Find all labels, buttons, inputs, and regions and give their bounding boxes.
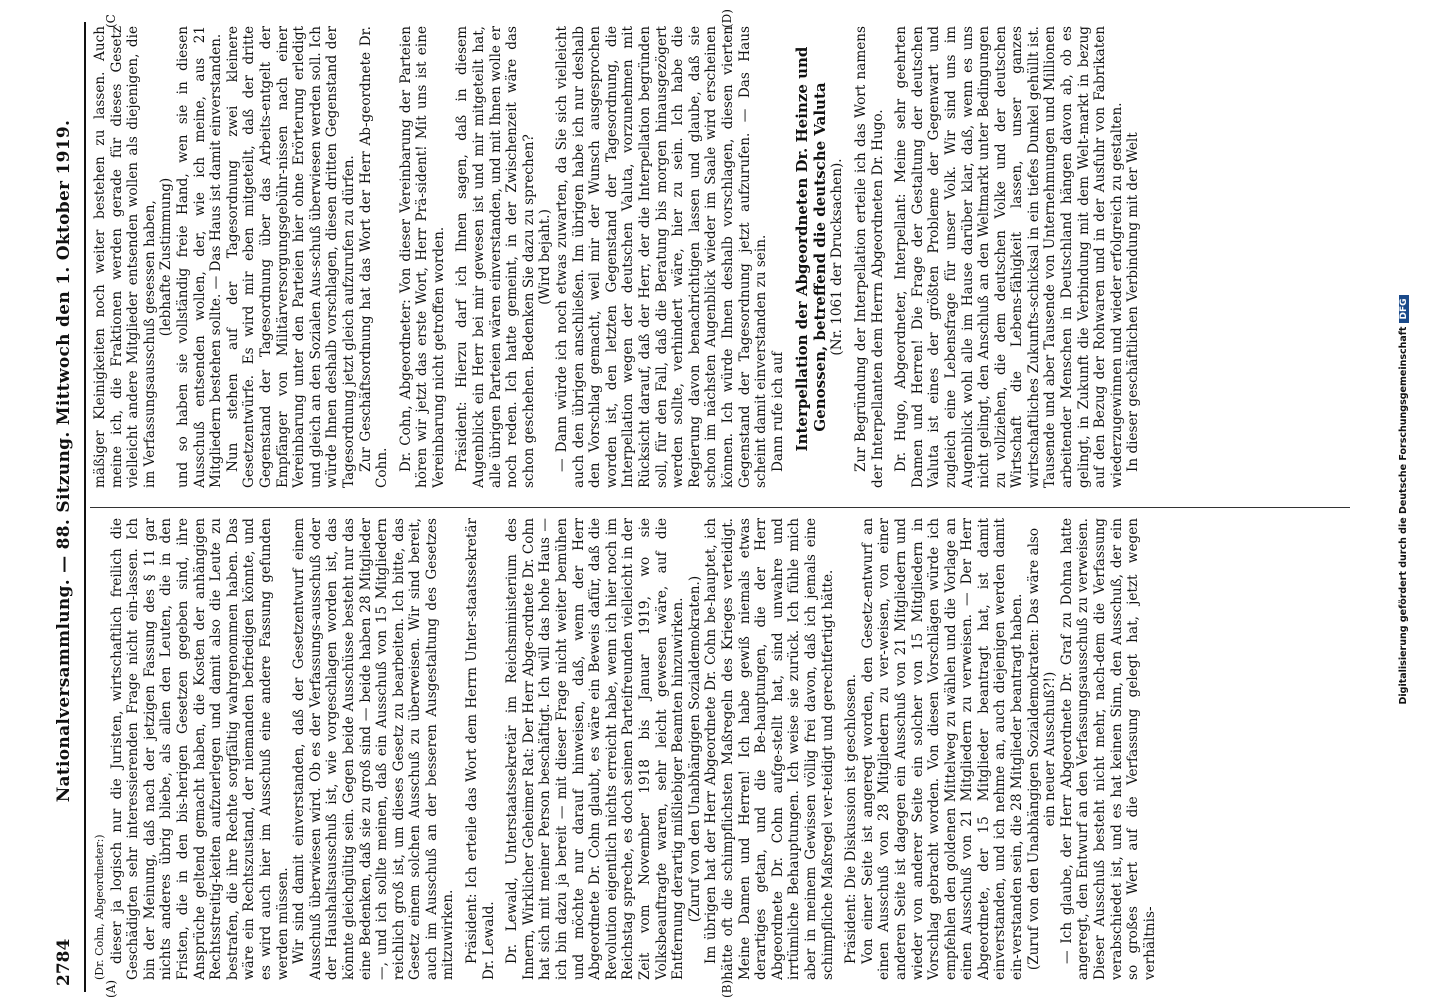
interjection: (lebhafte Zustimmung) [158, 177, 175, 337]
paragraph: Zur Geschäftsordnung hat das Wort der Herr Ab-geordnete Dr. Cohn. [357, 26, 391, 488]
margin-marker-b: (B) [720, 979, 734, 998]
paragraph: Präsident: Die Diskussion ist geschlossen. [843, 673, 860, 964]
interjection: (Zuruf von den Unabhängigen Sozialdemokraten.) [686, 575, 703, 923]
dfg-logo: DFG [1399, 296, 1409, 323]
left-text-column [92, 518, 1352, 980]
paragraph: Präsident: Ich erteile das Wort dem Herrn Unter-staatssekretär Dr. Lewald. [464, 518, 497, 980]
paragraph: In dieser geschäftlichen Verbindung mit der Welt [1125, 132, 1142, 472]
margin-marker-c: (C [104, 14, 118, 28]
paragraph: Zur Begründung der Interpellation erteile ich das Wort namens der Interpellanten dem Herrn Abgeordneten Dr. Hugo. [852, 26, 886, 488]
paragraph: Dr. Hugo, Abgeordneter, Interpellant: Meine sehr geehrten Damen und Herren! Die Frage der Gestaltung der deutschen Valuta ist eines der größten Probleme der Gegenwart und zugleich eine Lebensfrage für unser Volk. Wir sind uns im Augenblick wohl alle im Hause darüber klar, daß, wenn es uns nicht gelingt, den Anschluß an den Weltmarkt unter Bedingungen zu vollziehen, die dem deutschen Volke und der deutschen Wirtschaft die Lebens-fähigkeit lassen, unser ganzes wirtschaftliches Zukunfts-schicksal in ein tiefes Dunkel gehüllt ist. Tausende und aber Tausende von Unternehmungen und Millionen arbeitender Menschen in Deutschland hängen davon ab, ob es gelingt, in Zukunft die Verbindung mit dem Welt-markt in bezug auf den Bezug der Rohwaren und in der Ausfuhr von Fabrikaten wiederzugewinnen und wieder erfolgreich zu gestalten. [893, 26, 1125, 488]
paragraph: Wir sind damit einverstanden, daß der Gesetzentwurf einem Ausschuß überwiesen wird. Ob es der Verfassungs-ausschuß oder der Haushaltsausschuß ist, wie vorgeschlagen worden ist, das könnte gleichgültig sein. Gegen beide Ausschüsse besteht nur das eine Bedenken, daß sie zu groß sind — beide haben 28 Mitglieder —, und ich sollte meinen, daß ein Ausschuß von 15 Mitgliedern reichlich groß ist, um dieses Gesetz zu bearbeiten. Ich bitte, das Gesetz einem solchen Ausschuß zu überweisen. Wir sind bereit, auch im Ausschuß an der besseren Ausgestaltung des Gesetzes mitzuwirken. [291, 518, 457, 980]
paragraph: und so haben sie vollständig freie Hand, wen sie in diesen Ausschuß entsenden wollen, der, wie ich meine, aus 21 Mitgliedern bestehen sollte. — Das Haus ist damit einverstanden. [174, 26, 225, 488]
interpellation-reference: (Nr. 1061 der Drucksachen). [829, 158, 846, 356]
interpellation-title: Interpellation der Abgeordneten Dr. Heinze und Genossen, betreffend die deutsche Valuta [793, 46, 830, 452]
header-rule [84, 22, 86, 992]
page-header [52, 26, 82, 986]
running-title: Nationalversammlung. — 88. Sitzung. Mittwoch den 1. Oktober 1919. [54, 119, 74, 803]
column-divider [90, 507, 1350, 508]
interjection: (Zuruf von den Unabhängigen Sozialdemokraten: Das wäre also ein neuer Ausschuß?!) [1025, 527, 1059, 971]
paragraph: Von einer Seite ist angeregt worden, den Gesetz-entwurf an einen Ausschuß von 28 Mitgliedern zu ver-weisen, von einer anderen Seite ist dagegen ein Ausschuß von 21 Mitgliedern und wieder von anderer Seite ein solcher von 15 Mitgliedern in Vorschlag gebracht worden. Von diesen Vorschlägen würde ich empfehlen den goldenen Mittelweg zu wählen und die Vorlage an einen Ausschuß von 21 Mitgliedern zu verweisen. — Der Herr Abgeordnete, der 15 Mitglieder beantragt hat, ist damit einverstanden, und ich nehme an, auch diejenigen werden damit ein-verstanden sein, die 28 Mitglieder beantragt haben. [859, 518, 1026, 980]
margin-marker-d: (D) [720, 9, 734, 28]
paragraph: Nun stehen auf der Tagesordnung zwei kleinere Gesetzentwürfe. Es wird mir eben mitgeteilt, daß der dritte Gegenstand der Tagesordnung über das Arbeits-entgelt der Empfänger von Militärversorgungsgebühr-nissen nach einer Vereinbarung unter den Parteien hier ohne Erörterung erledigt und gleich an den Sozialen Aus-schuß überwiesen werden soll. Ich würde Ihnen deshalb vorschlagen, diesen dritten Gegenstand der Tagesordnung jetzt gleich aufzurufen zu dürfen. [224, 26, 357, 488]
credit-text: Digitalisierung gefördert durch die Deutsche Forschungsgemeinschaft [1398, 326, 1409, 705]
paragraph: — Dann würde ich noch etwas zuwarten, da Sie sich vielleicht auch den übrigen anschließen. Im übrigen habe ich nur deshalb den Vorschlag gemacht, weil mir der Wunsch ausgesprochen worden ist, den letzten Gegenstand der Tagesordnung, die Interpellation wegen der deutschen Valuta, vorzunehmen mit Rücksicht darauf, daß der Herr, der die Interpellation begründen soll, für den Fall, daß die Beratung bis morgen hinausgezögert werden sollte, verhindert wäre, hier zu sein. Ich habe die Regierung davon benachrichtigen lassen und glaube, daß sie schon im nächsten Augenblick wieder im Saale wird erscheinen können. Ich würde Ihnen deshalb vorschlagen, diesen vierten Gegenstand der Tagesordnung jetzt aufzurufen. — Das Haus scheint damit einverstanden zu sein. [554, 26, 770, 488]
paragraph: Dr. Cohn, Abgeordneter: Von dieser Vereinbarung der Parteien hören wir jetzt das erste Wort, Herr Prä-sident! Mit uns ist eine Vereinbarung nicht getroffen worden. [397, 26, 447, 488]
paragraph: Im übrigen hat der Herr Abgeordnete Dr. Cohn be-hauptet, ich hätte oft die schimpflichsten Maßregeln des Krieges verteidigt. Meine Damen und Herren! Ich habe gewiß niemals etwas derartiges getan, und die Be-hauptungen, die der Herr Abgeordnete Dr. Cohn aufge-stellt hat, sind unwahre und irrtümliche Behauptungen. Ich weise sie zurück. Ich fühle mich aber in meinem Gewissen völlig frei davon, daß ich jemals eine schimpfliche Maßregel ver-teidigt und gerechtfertigt hätte. [703, 518, 836, 980]
margin-marker-a: (A) [104, 979, 118, 998]
digitization-credit [1398, 60, 1409, 940]
page-number: 2784 [54, 938, 74, 986]
right-text-column [92, 26, 1352, 488]
paragraph: Dann rufe ich auf [769, 351, 786, 472]
paragraph: dieser ja logisch nur die Juristen, wirtschaftlich freilich die Geschädigten sehr interessierenden Frage nicht ein-lassen. Ich bin der Meinung, daß nach der jetzigen Fassung des § 11 gar nichts anderes übrig bliebe, als allen den Leuten, die in den Fristen, die in den bis-herigen Gesetzen gegeben sind, ihre Ansprüche geltend gemacht haben, die Kosten der anhängigen Rechtsstreitig-keiten aufzuerlegen und damit also die Leute zu bestrafen, die ihre Rechte sorgfältig wahrgenommen haben. Das wäre ein Rechtszustand, der niemanden befriedigen könnte, und es wird auch hier im Ausschuß eine andere Fassung gefunden werden müssen. [108, 518, 291, 980]
paragraph: Präsident: Hierzu darf ich Ihnen sagen, daß in diesem Augenblick ein Herr bei mir gewesen ist und mir mitgeteilt hat, alle übrigen Parteien wären einverstanden, und mit Ihnen wolle er noch reden. Ich hatte gemeint, in der Zwischenzeit wäre das schon geschehen. Bedenken Sie dazu zu sprechen? [454, 26, 537, 488]
speaker-continuation: (Dr. Cohn, Abgeordneter:) [93, 834, 106, 980]
interjection: (Wird bejaht.) [537, 209, 554, 305]
paragraph: mäßiger Kleinigkeiten noch weiter bestehen zu lassen. Auch meine ich, die Fraktionen werden gerade für dieses Gesetz vielleicht andere Mitglieder entsenden wollen als diejenigen, die im Verfassungsausschuß gesessen haben, [92, 26, 158, 488]
paragraph: Dr. Lewald, Unterstaatssekretär im Reichsministerium des Innern, Wirklicher Geheimer Rat: Der Herr Abge-ordnete Dr. Cohn hat sich mit meiner Person beschäftigt. Ich will das hohe Haus — ich bin dazu ja bereit — mit dieser Frage nicht weiter bemühen und möchte nur darauf hinweisen, daß, wenn der Herr Abgeordnete Dr. Cohn glaubt, es wäre ein Beweis dafür, daß die Revolution eigentlich nichts erreicht habe, wenn ich hier noch im Reichstag spreche, es doch seinen Parteifreunden vielleicht in der Zeit vom November 1918 bis Januar 1919, wo sie Volksbeauftragte waren, sehr leicht gewesen wäre, auf die Entfernung derartig mißliebiger Beamten hinzuwirken. [504, 518, 687, 980]
paragraph: — Ich glaube, der Herr Abgeordnete Dr. Graf zu Dohna hatte angeregt, den Entwurf an den Verfassungsausschuß zu verweisen. Dieser Ausschuß besteht nicht mehr, nach-dem die Verfassung verabschiedet ist, und es hat keinen Sinn, den Ausschuß, der ein so großes Wert auf die Verfassung gelegt hat, jetzt wegen verhältnis- [1058, 518, 1158, 980]
